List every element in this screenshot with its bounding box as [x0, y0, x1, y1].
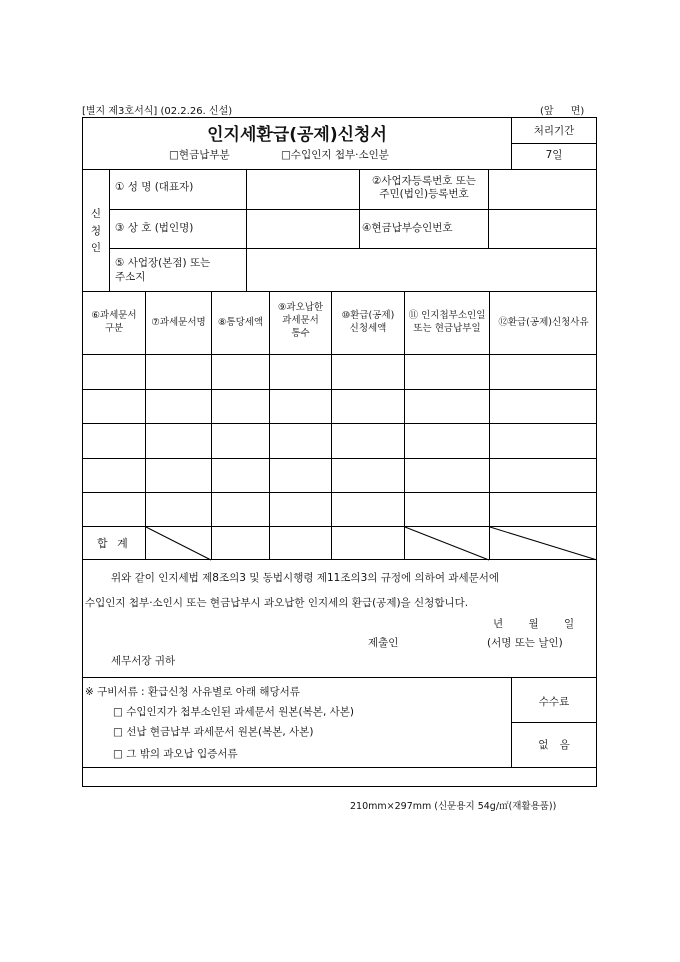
document-item-1[interactable]: □ 수입인지가 첩부소인된 과세문서 원본(복본, 사본) — [113, 706, 354, 718]
statement-line-1: 위와 같이 인지세법 제8조의3 및 동법시행령 제11조의3의 규정에 의하여 과세문서에 — [111, 572, 500, 584]
processing-period-value: 7일 — [545, 149, 563, 161]
fee-value: 없 음 — [538, 739, 570, 751]
total-row-diagonals — [146, 527, 597, 560]
header-refund-amount: ⑩환급(공제) 신청세액 — [341, 310, 395, 334]
header-stamp-payment-date: ⑪ 인지첩부소인일 또는 현금납부일 — [408, 310, 486, 334]
company-name-input[interactable] — [247, 210, 359, 248]
header-document-type: ⑥과세문서 구분 — [91, 310, 137, 334]
signature-label: (서명 또는 날인) — [487, 637, 563, 649]
form-number: [별지 제3호서식] (02.2.26. 신설) — [82, 106, 233, 117]
applicant-section-label: 신 청 인 — [90, 208, 102, 254]
option-cash-payment[interactable]: □현금납부분 — [169, 149, 230, 161]
table-row[interactable] — [83, 459, 597, 492]
table-row[interactable] — [83, 390, 597, 423]
address-input[interactable] — [247, 249, 597, 291]
table-row[interactable] — [83, 493, 597, 526]
cash-approval-number-input[interactable] — [489, 210, 597, 248]
table-row[interactable] — [83, 424, 597, 458]
statement-line-2: 수입인지 첩부·소인시 또는 현금납부시 과오납한 인지세의 환급(공제)을 신청합니다. — [85, 597, 469, 609]
refund-application-form — [82, 117, 597, 787]
total-label: 합 계 — [97, 537, 128, 550]
name-input[interactable] — [247, 170, 359, 209]
option-stamp-affixed[interactable]: □수입인지 첩부·소인분 — [281, 149, 389, 161]
table-row[interactable] — [83, 355, 597, 389]
name-label: ① 성 명 (대표자) — [115, 181, 194, 193]
header-tax-per-document: ⑧통당세액 — [217, 317, 264, 328]
header-document-name: ⑦과세문서명 — [151, 317, 206, 328]
paper-size-footer: 210mm×297mm (신문용지 54g/㎡(재활용품)) — [350, 801, 557, 812]
submitter-label: 제출인 — [368, 637, 399, 649]
fee-label: 수수료 — [538, 696, 570, 708]
registration-number-label: ②사업자등록번호 또는 주민(법인)등록번호 — [371, 175, 477, 200]
addressee: 세무서장 귀하 — [111, 655, 176, 667]
document-item-2[interactable]: □ 선납 현금납부 과세문서 원본(복본, 사본) — [113, 726, 314, 738]
form-title: 인지세환급(공제)신청서 — [207, 125, 387, 145]
processing-period-label: 처리기간 — [533, 125, 575, 137]
page-side-label: (앞 면) — [540, 106, 585, 117]
registration-number-input[interactable] — [489, 170, 597, 209]
cash-approval-number-label: ④현금납부승인번호 — [362, 222, 453, 234]
document-item-3[interactable]: □ 그 밖의 과오납 입증서류 — [113, 748, 238, 760]
application-date: 년 월 일 — [493, 618, 575, 630]
address-label: ⑤ 사업장(본점) 또는 주소지 — [115, 257, 211, 283]
company-name-label: ③ 상 호 (법인명) — [115, 222, 194, 234]
header-refund-reason: ⑫환급(공제)신청사유 — [498, 317, 589, 328]
required-documents-title: ※ 구비서류 : 환급신청 사유별로 아래 해당서류 — [85, 686, 300, 698]
header-overpaid-count: ⑨과오납한 과세문서 통수 — [277, 302, 324, 339]
